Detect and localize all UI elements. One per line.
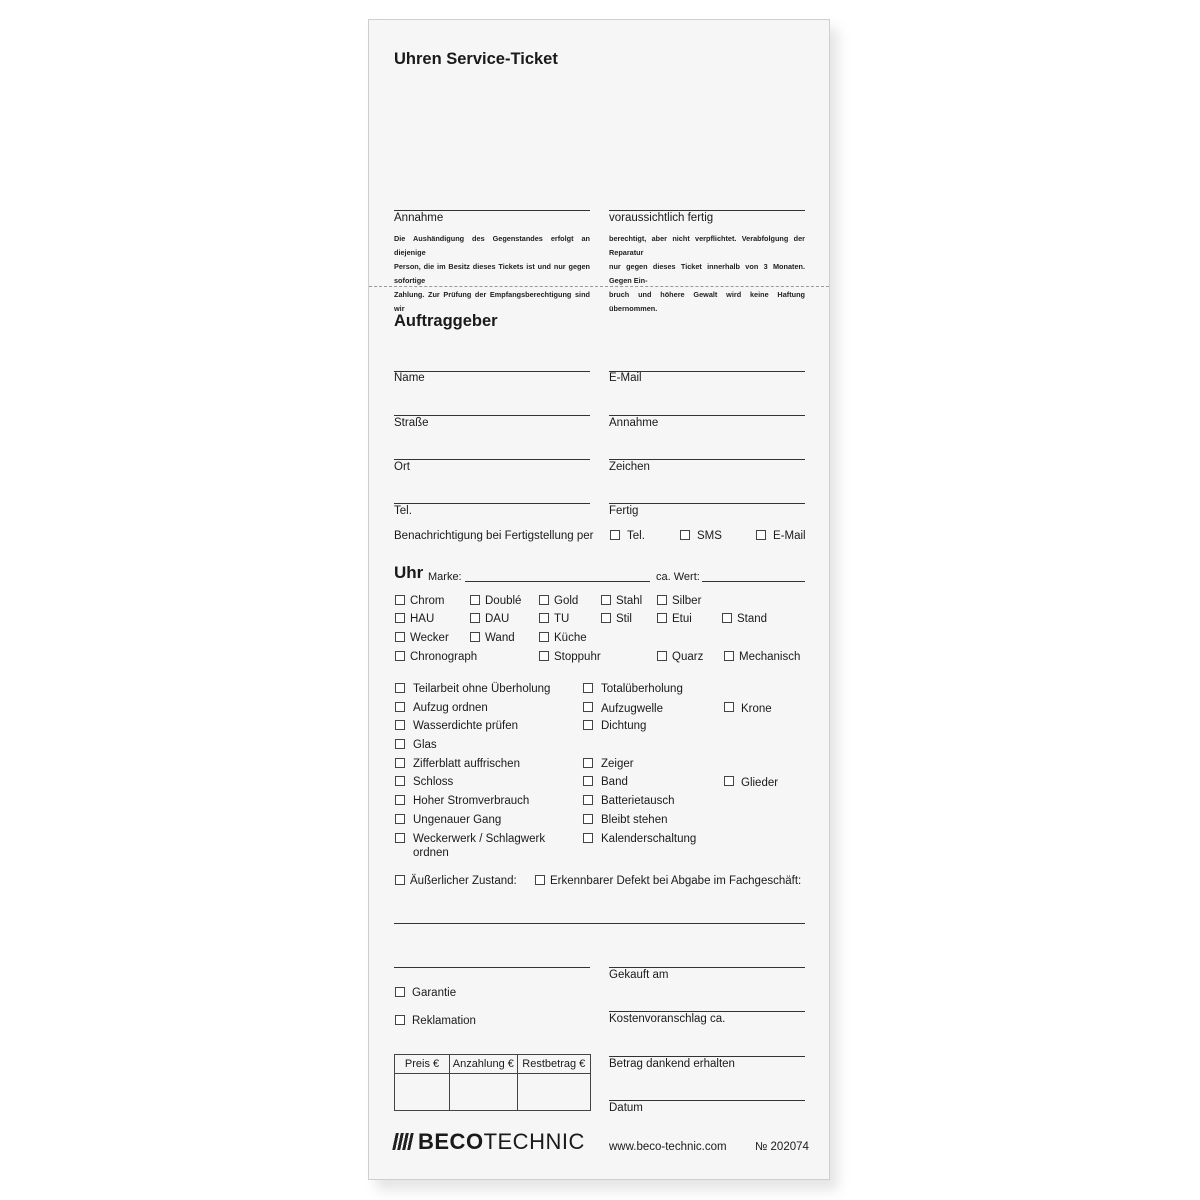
chronograph-label: Chronograph	[410, 651, 478, 663]
defekt-checkbox[interactable]	[535, 875, 545, 885]
stoppuhr-label: Stoppuhr	[554, 651, 601, 663]
defekt-label: Erkennbarer Defekt bei Abgabe im Fachgeschäft:	[550, 875, 802, 887]
double-label: Doublé	[485, 595, 522, 607]
gekauft-label: Gekauft am	[609, 969, 669, 981]
uhr-heading: Uhr	[394, 563, 424, 582]
teilarbeit-label: Teilarbeit ohne Überholung	[413, 683, 551, 695]
marke-label: Marke:	[428, 571, 462, 583]
stromverbrauch-label: Hoher Stromverbrauch	[413, 795, 530, 807]
stahl-label: Stahl	[616, 595, 643, 607]
hau-checkbox[interactable]	[395, 613, 405, 623]
logo-bars-icon	[392, 1133, 414, 1150]
mechanisch-checkbox[interactable]	[724, 651, 734, 661]
mechanisch-label: Mechanisch	[739, 651, 801, 663]
stoppuhr-checkbox[interactable]	[539, 651, 549, 661]
stromverbrauch-checkbox[interactable]	[395, 795, 405, 805]
batterietausch-label: Batterietausch	[601, 795, 675, 807]
name-label: Name	[394, 372, 425, 384]
glas-label: Glas	[413, 739, 437, 751]
glieder-label: Glieder	[741, 777, 779, 789]
tu-checkbox[interactable]	[539, 613, 549, 623]
chronograph-checkbox[interactable]	[395, 651, 405, 661]
weckerwerk-checkbox[interactable]	[395, 833, 405, 843]
price-table	[394, 1054, 591, 1111]
reklamation-checkbox[interactable]	[395, 1015, 405, 1025]
annahme-label: Annahme	[394, 212, 444, 224]
tel-label: Tel.	[394, 505, 412, 517]
terms-right: berechtigt, aber nicht verpflichtet. Verabfolgung der Reparatur nur gegen dieses Ticket innerhalb von 3 Monaten. Gegen Ein- bruch und höhere Gewalt wird keine Haftung übernommen.	[609, 234, 805, 313]
notify-sms-checkbox[interactable]	[680, 530, 690, 540]
ungenauer-gang-checkbox[interactable]	[395, 814, 405, 824]
aufzug-label: Aufzug ordnen	[413, 702, 488, 714]
price-header: Preis €	[395, 1055, 450, 1074]
service-ticket	[368, 19, 830, 1180]
strasse-label: Straße	[394, 417, 429, 429]
ticket-title: Uhren Service-Ticket	[394, 50, 558, 68]
quarz-label: Quarz	[672, 651, 704, 663]
schloss-checkbox[interactable]	[395, 776, 405, 786]
krone-label: Krone	[741, 703, 772, 715]
weckerwerk-label: Weckerwerk / Schlagwerk	[413, 833, 546, 845]
garantie-checkbox[interactable]	[395, 987, 405, 997]
wand-checkbox[interactable]	[470, 632, 480, 642]
wert-field[interactable]	[702, 581, 805, 582]
wasserdichte-checkbox[interactable]	[395, 720, 405, 730]
ort-label: Ort	[394, 461, 410, 473]
zustand-line-1[interactable]	[394, 923, 805, 924]
dau-checkbox[interactable]	[470, 613, 480, 623]
notify-tel-label: Tel.	[627, 530, 645, 542]
stil-label: Stil	[616, 613, 632, 625]
aufzugwelle-checkbox[interactable]	[583, 702, 593, 712]
weckerwerk-label-cont: ordnen	[413, 847, 449, 859]
dau-label: DAU	[485, 613, 510, 625]
chrom-label: Chrom	[410, 595, 445, 607]
email-label: E-Mail	[609, 372, 642, 384]
stand-checkbox[interactable]	[722, 613, 732, 623]
zeiger-checkbox[interactable]	[583, 758, 593, 768]
dichtung-checkbox[interactable]	[583, 720, 593, 730]
etui-label: Etui	[672, 613, 692, 625]
terms-left: Die Aushändigung des Gegenstandes erfolgt an diejenige Person, die im Besitz dieses Tickets ist und nur gegen sofortige Zahlung. Zur Prüfung der Empfangsberechtigung sind wir	[394, 234, 590, 313]
ort-field[interactable]	[394, 459, 590, 460]
anzahlung-cell[interactable]	[450, 1074, 518, 1111]
schloss-label: Schloss	[413, 776, 454, 788]
bleibt-stehen-checkbox[interactable]	[583, 814, 593, 824]
batterietausch-checkbox[interactable]	[583, 795, 593, 805]
aufzug-checkbox[interactable]	[395, 702, 405, 712]
fertig-field-label: Fertig	[609, 505, 639, 517]
restbetrag-cell[interactable]	[517, 1074, 590, 1111]
wasserdichte-label: Wasserdichte prüfen	[413, 720, 519, 732]
annahme-field-label: Annahme	[609, 417, 659, 429]
wert-label: ca. Wert:	[656, 571, 700, 583]
silber-label: Silber	[672, 595, 702, 607]
reklamation-label: Reklamation	[412, 1015, 476, 1027]
band-checkbox[interactable]	[583, 776, 593, 786]
hau-label: HAU	[410, 613, 435, 625]
wecker-label: Wecker	[410, 632, 449, 644]
anzahlung-header: Anzahlung €	[450, 1055, 518, 1074]
fertig-label: voraussichtlich fertig	[609, 212, 714, 224]
auftraggeber-heading: Auftraggeber	[394, 312, 498, 330]
aeusserlich-checkbox[interactable]	[395, 875, 405, 885]
zustand-line-2[interactable]	[394, 967, 590, 968]
chrom-checkbox[interactable]	[395, 595, 405, 605]
totalueberholung-checkbox[interactable]	[583, 683, 593, 693]
ticket-number: № 202074	[755, 1141, 809, 1153]
wecker-checkbox[interactable]	[395, 632, 405, 642]
zifferblatt-label: Zifferblatt auffrischen	[413, 758, 520, 770]
website-url: www.beco-technic.com	[609, 1141, 727, 1153]
perforation-line	[369, 286, 829, 287]
tel-field[interactable]	[394, 503, 590, 504]
ungenauer-gang-label: Ungenauer Gang	[413, 814, 502, 826]
tu-label: TU	[554, 613, 570, 625]
notify-email-label: E-Mail	[773, 530, 806, 542]
price-cell[interactable]	[395, 1074, 450, 1111]
stand-label: Stand	[737, 613, 768, 625]
krone-checkbox[interactable]	[724, 702, 734, 712]
stil-checkbox[interactable]	[601, 613, 611, 623]
betrag-label: Betrag dankend erhalten	[609, 1058, 735, 1070]
silber-checkbox[interactable]	[657, 595, 667, 605]
wand-label: Wand	[485, 632, 515, 644]
dichtung-label: Dichtung	[601, 720, 647, 732]
kueche-label: Küche	[554, 632, 587, 644]
garantie-label: Garantie	[412, 987, 457, 999]
band-label: Band	[601, 776, 628, 788]
bleibt-stehen-label: Bleibt stehen	[601, 814, 668, 826]
double-checkbox[interactable]	[470, 595, 480, 605]
notify-email-checkbox[interactable]	[756, 530, 766, 540]
restbetrag-header: Restbetrag €	[517, 1055, 590, 1074]
stahl-checkbox[interactable]	[601, 595, 611, 605]
notify-tel-checkbox[interactable]	[610, 530, 620, 540]
marke-field[interactable]	[465, 581, 650, 582]
notify-sms-label: SMS	[697, 530, 722, 542]
gold-label: Gold	[554, 595, 579, 607]
beco-technic-logo: BECOTECHNIC	[394, 1129, 585, 1155]
teilarbeit-checkbox[interactable]	[395, 683, 405, 693]
zifferblatt-checkbox[interactable]	[395, 758, 405, 768]
totalueberholung-label: Totalüberholung	[601, 683, 683, 695]
etui-checkbox[interactable]	[657, 613, 667, 623]
zeiger-label: Zeiger	[601, 758, 634, 770]
aufzugwelle-label: Aufzugwelle	[601, 703, 664, 715]
kueche-checkbox[interactable]	[539, 632, 549, 642]
quarz-checkbox[interactable]	[657, 651, 667, 661]
notify-label: Benachrichtigung bei Fertigstellung per	[394, 530, 594, 542]
zeichen-label: Zeichen	[609, 461, 650, 473]
kostenvoranschlag-label: Kostenvoranschlag ca.	[609, 1013, 726, 1025]
glieder-checkbox[interactable]	[724, 776, 734, 786]
aeusserlich-label: Äußerlicher Zustand:	[410, 875, 517, 887]
kalenderschaltung-checkbox[interactable]	[583, 833, 593, 843]
gold-checkbox[interactable]	[539, 595, 549, 605]
datum-label: Datum	[609, 1102, 643, 1114]
kalenderschaltung-label: Kalenderschaltung	[601, 833, 697, 845]
glas-checkbox[interactable]	[395, 739, 405, 749]
